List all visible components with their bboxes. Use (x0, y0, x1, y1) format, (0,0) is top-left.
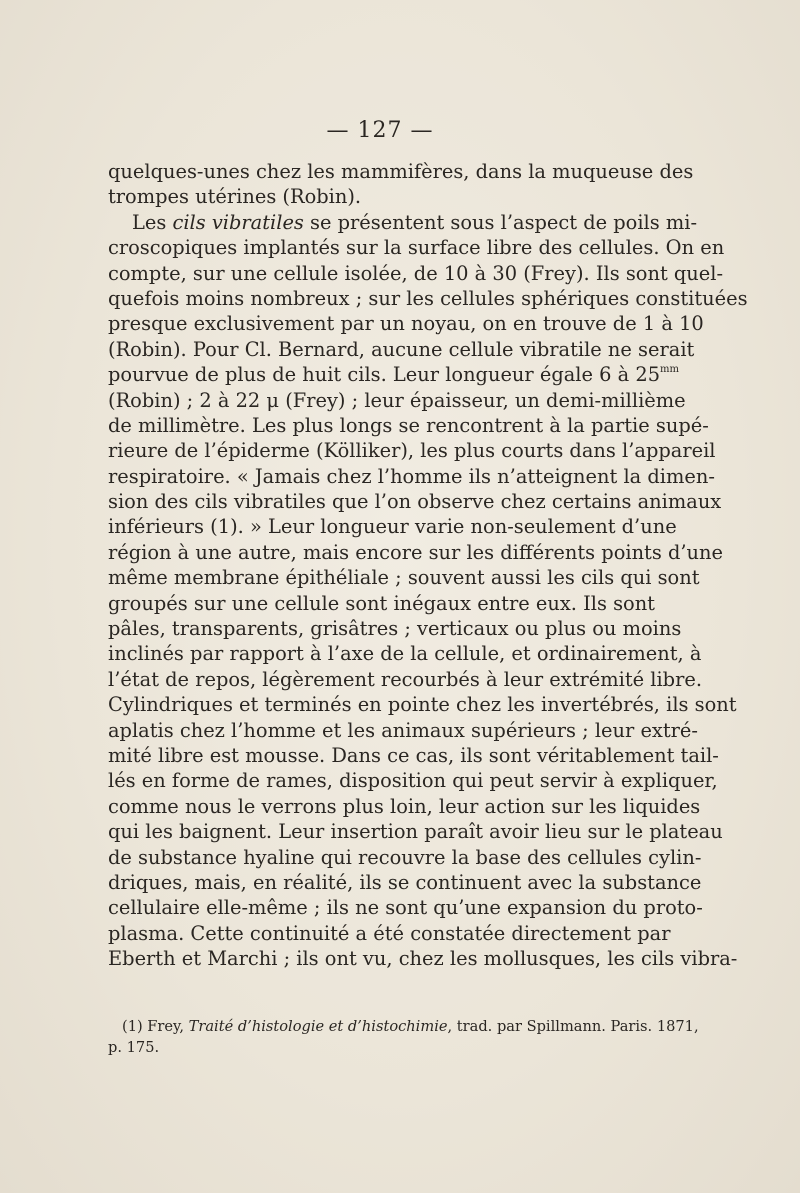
text-run: qui les baignent. Leur insertion paraît avoir lieu sur le plateau (108, 820, 723, 844)
text-line (108, 565, 700, 590)
text-run: quelques-unes chez les mammifères, dans la muqueuse des (108, 160, 694, 183)
text-line (108, 870, 702, 895)
text-run: (Robin). Pour Cl. Bernard, aucune cellule vibratile ne serait (108, 337, 695, 361)
text-run: (Robin) ; 2 à 22 μ (Frey) ; leur épaisseur, un demi-millième (108, 388, 686, 412)
text-run: de millimètre. Les plus longs se rencontrent à la partie supé- (108, 413, 709, 437)
text-line (108, 311, 704, 336)
text-line (108, 464, 715, 489)
text-run: mité libre est mousse. Dans ce cas, ils sont véritablement tail- (108, 743, 719, 767)
text-run: croscopiques implantés sur la surface libre des cellules. On en (108, 236, 725, 260)
text-run: l’état de repos, légèrement recourbés à leur extrémité libre. (108, 667, 702, 691)
text-run: presque exclusivement par un noyau, on en trouve de 1 à 10 (108, 312, 704, 336)
body-text (108, 159, 748, 972)
text-run: Cylindriques et terminés en pointe chez les invertébrés, ils sont (108, 693, 737, 717)
text-line (108, 514, 677, 539)
text-run: , trad. par Spillmann. Paris. 1871, (447, 1018, 699, 1035)
text-run: même membrane épithéliale ; souvent aussi les cils qui sont (108, 566, 700, 590)
text-run: plasma. Cette continuité a été constatée directement par (108, 921, 671, 945)
text-run: rieure de l’épiderme (Kölliker), les plus courts dans l’appareil (108, 439, 716, 463)
text-line (108, 641, 702, 666)
page-number: — 127 — (326, 118, 434, 143)
text-line (108, 184, 652, 209)
text-line (108, 489, 722, 514)
italic-text: Traité d’histologie et d’histochimie (188, 1018, 448, 1035)
text-line (108, 794, 701, 819)
text-run: quefois moins nombreux ; sur les cellules sphériques constituées (108, 286, 748, 310)
footnote-line (108, 1016, 699, 1037)
text-line (108, 718, 698, 743)
text-line (108, 261, 724, 286)
text-line (108, 438, 716, 463)
text-line (108, 692, 737, 717)
text-run: comme nous le verrons plus loin, leur action sur les liquides (108, 794, 701, 818)
text-line (108, 159, 694, 184)
footnote-line (108, 1037, 652, 1058)
text-run: pourvue de plus de huit cils. Leur longueur égale 6 à 25 (108, 363, 661, 387)
text-line (108, 768, 718, 793)
text-run: aplatis chez l’homme et les animaux supérieurs ; leur extré- (108, 718, 698, 742)
text-line (108, 819, 723, 844)
text-line (108, 413, 709, 438)
text-line (108, 591, 655, 616)
text-line (108, 895, 703, 920)
text-run: Eberth et Marchi ; ils ont vu, chez les mollusques, les cils vibra- (108, 947, 738, 971)
text-run: cellulaire elle-même ; ils ne sont qu’une expansion du proto- (108, 896, 703, 920)
text-run: lés en forme de rames, disposition qui peut servir à expliquer, (108, 769, 718, 793)
text-line (108, 210, 698, 235)
text-run: région à une autre, mais encore sur les différents points d’une (108, 540, 723, 564)
text-run: se présentent sous l’aspect de poils mi- (303, 210, 698, 234)
text-run: inférieurs (1). » Leur longueur varie non-seulement d’une (108, 515, 677, 539)
text-run: sion des cils vibratiles que l’on observe chez certains animaux (108, 490, 722, 514)
footnotes (108, 1016, 699, 1058)
text-line (108, 845, 702, 870)
superscript: mm (660, 364, 680, 376)
text-run: respiratoire. « Jamais chez l’homme ils n’atteignent la dimen- (108, 464, 715, 488)
text-run: trompes utérines (Robin). (108, 185, 362, 209)
text-run: inclinés par rapport à l’axe de la cellule, et ordinairement, à (108, 642, 702, 666)
text-line (108, 946, 738, 971)
text-line (108, 388, 686, 413)
text-run: groupés sur une cellule sont inégaux entre eux. Ils sont (108, 591, 655, 615)
text-run: de substance hyaline qui recouvre la base des cellules cylin- (108, 845, 702, 869)
italic-text: cils vibratiles (172, 210, 304, 234)
text-run: compte, sur une cellule isolée, de 10 à 30 (Frey). Ils sont quel- (108, 261, 724, 285)
text-line (108, 235, 725, 260)
text-line (108, 286, 748, 311)
text-run: (1) Frey, (122, 1018, 189, 1035)
text-run: p. 175. (108, 1039, 160, 1056)
text-run: Les (132, 210, 173, 234)
text-run: pâles, transparents, grisâtres ; verticaux ou plus ou moins (108, 617, 682, 641)
text-line (108, 616, 682, 641)
text-line (108, 921, 671, 946)
text-line (108, 743, 719, 768)
text-line (108, 667, 702, 692)
text-line (108, 540, 723, 565)
text-run: driques, mais, en réalité, ils se continuent avec la substance (108, 870, 702, 894)
text-line (108, 337, 695, 362)
text-line (108, 362, 680, 387)
